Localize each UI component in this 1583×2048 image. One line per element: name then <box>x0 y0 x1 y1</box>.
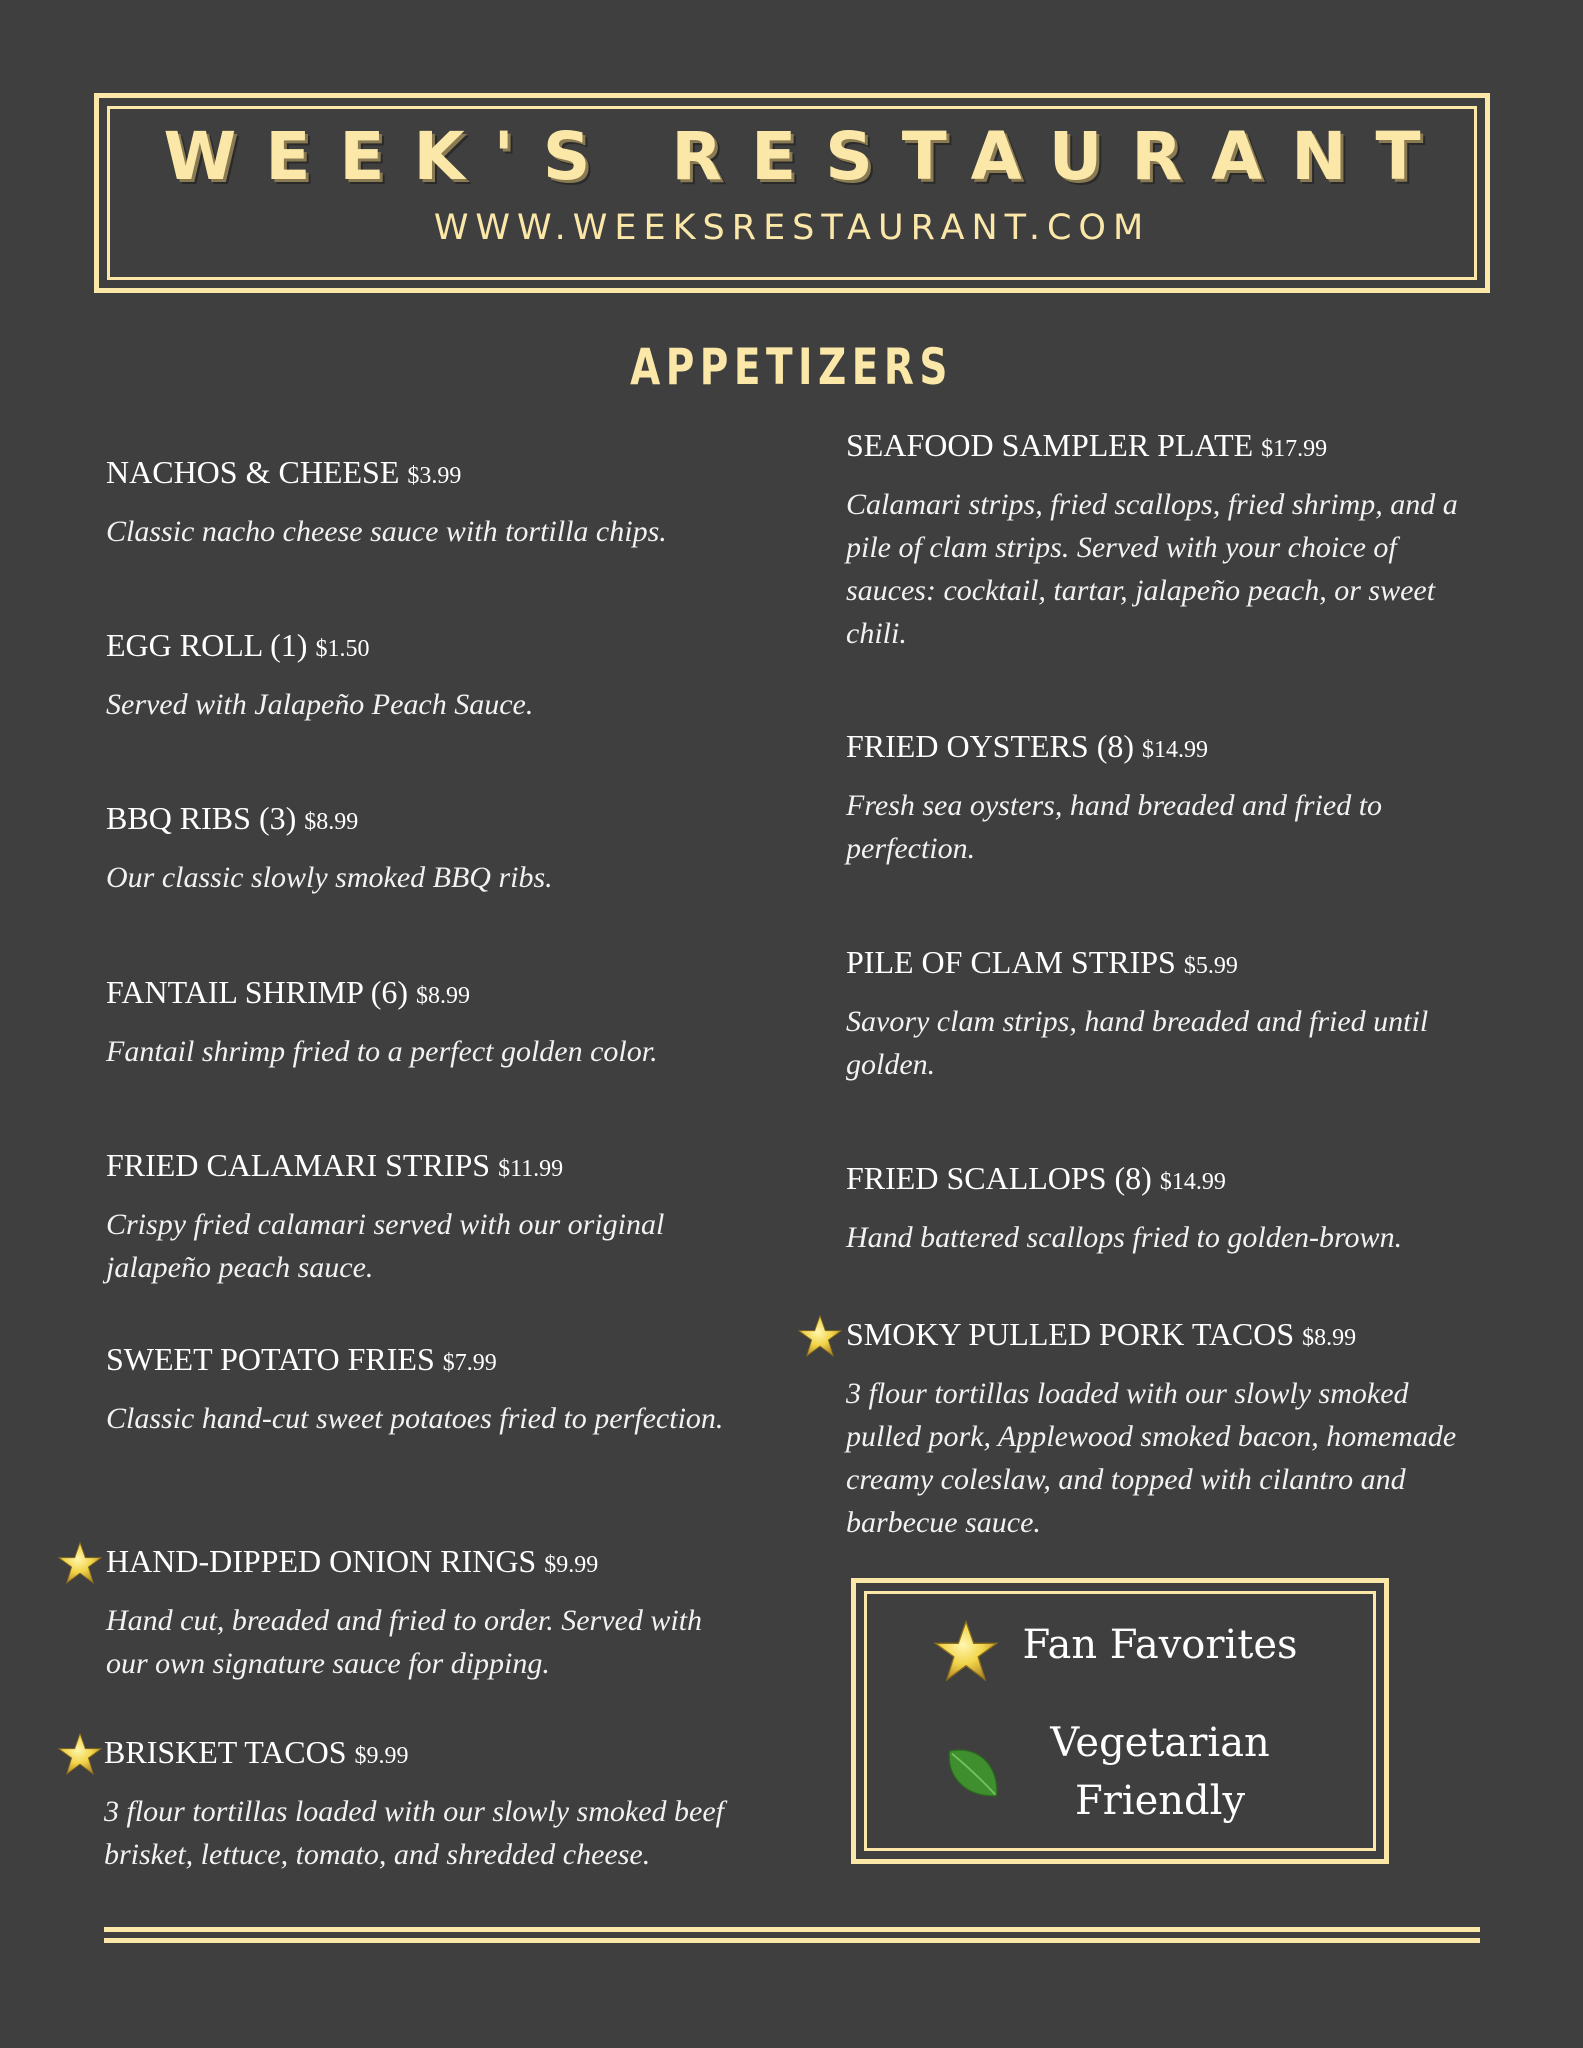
legend-vegetarian-line1: Vegetarian <box>1050 1720 1270 1766</box>
item-name: SMOKY PULLED PORK TACOS <box>846 1316 1295 1352</box>
item-price: $17.99 <box>1261 436 1328 462</box>
star-icon <box>58 1732 102 1776</box>
menu-item-sweet-potato-fries <box>106 1339 746 1440</box>
menu-item-fantail-shrimp <box>106 972 746 1073</box>
legend-vegetarian <box>1010 1714 1310 1830</box>
item-price: $1.50 <box>315 636 370 662</box>
item-name: EGG ROLL (1) <box>106 627 308 663</box>
menu-item-fried-calamari <box>106 1145 746 1289</box>
item-name: SWEET POTATO FRIES <box>106 1341 435 1377</box>
item-name: FRIED SCALLOPS (8) <box>846 1160 1152 1196</box>
website-url[interactable]: WWW.WEEKSRESTAURANT.COM <box>433 208 1151 248</box>
menu-item-fried-scallops <box>846 1158 1486 1259</box>
item-name: BBQ RIBS (3) <box>106 800 297 836</box>
item-price: $8.99 <box>416 983 471 1009</box>
item-name: PILE OF CLAM STRIPS <box>846 944 1176 980</box>
item-price: $14.99 <box>1142 737 1209 763</box>
item-name: NACHOS & CHEESE <box>106 454 400 490</box>
legend-fan-favorites: Fan Favorites <box>1022 1622 1298 1668</box>
leaf-icon <box>942 1740 1004 1802</box>
menu-item-fried-oysters <box>846 726 1486 870</box>
item-description: Our classic slowly smoked BBQ ribs. <box>106 861 553 894</box>
star-icon <box>58 1541 102 1585</box>
section-title: APPETIZERS <box>630 338 953 396</box>
item-description: Classic nacho cheese sauce with tortilla chips. <box>106 515 667 548</box>
item-price: $8.99 <box>304 809 359 835</box>
menu-item-nachos <box>106 452 746 553</box>
item-description: Calamari strips, fried scallops, fried shrimp, and a pile of clam strips. Served with your choice of sauces: cocktail, tartar, jalapeño peach, or sweet chili. <box>846 488 1458 650</box>
item-description: Served with Jalapeño Peach Sauce. <box>106 688 534 721</box>
item-price: $9.99 <box>354 1743 409 1769</box>
item-price: $7.99 <box>442 1350 497 1376</box>
item-price: $8.99 <box>1302 1325 1357 1351</box>
item-price: $14.99 <box>1159 1169 1226 1195</box>
star-icon <box>798 1314 842 1358</box>
item-name: FRIED CALAMARI STRIPS <box>106 1147 491 1183</box>
restaurant-name: WEEK'S RESTAURANT <box>163 118 1450 195</box>
item-price: $3.99 <box>407 463 462 489</box>
item-price: $11.99 <box>498 1156 564 1182</box>
item-name: FRIED OYSTERS (8) <box>846 728 1135 764</box>
legend-vegetarian-line2: Friendly <box>1074 1778 1246 1824</box>
menu-item-seafood-sampler <box>846 425 1486 655</box>
item-description: Hand cut, breaded and fried to order. Served with our own signature sauce for dipping. <box>106 1604 703 1680</box>
item-name: HAND-DIPPED ONION RINGS <box>106 1543 537 1579</box>
item-name: SEAFOOD SAMPLER PLATE <box>846 427 1254 463</box>
item-description: Crispy fried calamari served with our original jalapeño peach sauce. <box>106 1208 665 1284</box>
menu-item-bbq-ribs <box>106 798 746 899</box>
footer-divider <box>104 1927 1480 1943</box>
item-description: Hand battered scallops fried to golden-brown. <box>846 1221 1403 1254</box>
item-description: Classic hand-cut sweet potatoes fried to perfection. <box>106 1402 724 1435</box>
item-description: Savory clam strips, hand breaded and fried until golden. <box>846 1005 1429 1081</box>
item-price: $9.99 <box>544 1552 599 1578</box>
menu-item-clam-strips <box>846 942 1486 1086</box>
menu-item-brisket-tacos <box>104 1732 744 1876</box>
menu-item-pulled-pork-tacos <box>846 1314 1486 1544</box>
item-price: $5.99 <box>1183 953 1238 979</box>
item-description: 3 flour tortillas loaded with our slowly smoked pulled pork, Applewood smoked bacon, homemade creamy coleslaw, and topped with cilantro and barbecue sauce. <box>846 1377 1457 1539</box>
star-icon <box>934 1619 998 1683</box>
item-description: 3 flour tortillas loaded with our slowly smoked beef brisket, lettuce, tomato, and shredded cheese. <box>104 1795 724 1871</box>
item-description: Fantail shrimp fried to a perfect golden color. <box>106 1035 658 1068</box>
menu-item-onion-rings <box>106 1541 746 1685</box>
item-description: Fresh sea oysters, hand breaded and fried to perfection. <box>846 789 1383 865</box>
item-name: BRISKET TACOS <box>104 1734 347 1770</box>
menu-item-egg-roll <box>106 625 746 726</box>
item-name: FANTAIL SHRIMP (6) <box>106 974 409 1010</box>
